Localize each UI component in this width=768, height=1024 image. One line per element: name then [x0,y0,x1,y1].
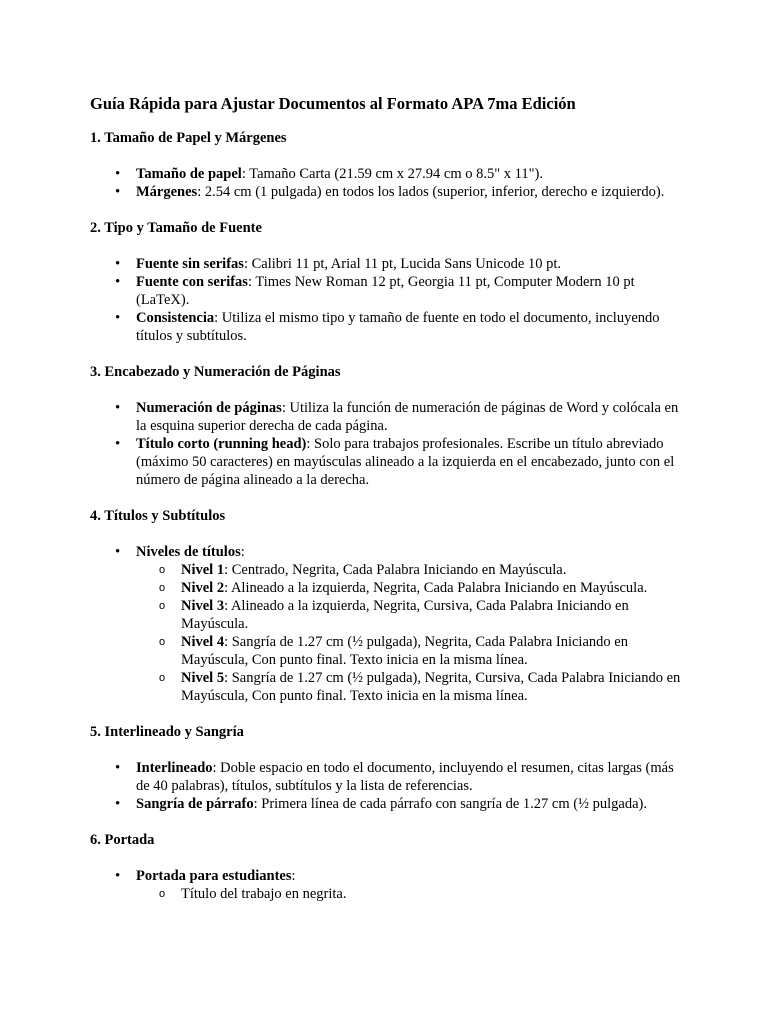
bullet-list [90,543,690,705]
item-text: : [291,868,296,884]
bullet-list [90,867,690,903]
item-text: Título del trabajo en negrita. [181,886,347,902]
item-text: : Times New Roman 12 pt, Georgia 11 pt, Computer Modern 10 pt (LaTeX). [136,274,635,308]
item-text: : Alineado a la izquierda, Negrita, Cursiva, Cada Palabra Iniciando en Mayúscula. [181,598,629,632]
item-text: : Centrado, Negrita, Cada Palabra Iniciando en Mayúscula. [224,562,567,578]
list-item [90,255,690,273]
list-item [90,543,690,705]
section-heading-font: 2. Tipo y Tamaño de Fuente [90,220,262,236]
list-item [90,759,690,795]
section-heading-cover: 6. Portada [90,832,155,848]
item-text: : Utiliza el mismo tipo y tamaño de fuente en todo el documento, incluyendo títulos y subtítulos. [136,310,660,344]
item-term: Fuente con serifas [136,274,248,290]
item-text: : 2.54 cm (1 pulgada) en todos los lados (superior, inferior, derecho e izquierdo). [197,184,665,200]
item-term: Consistencia [136,310,215,326]
item-text: : Solo para trabajos profesionales. Escribe un título abreviado (máximo 50 caracteres) en mayúsculas alineado a la izquierda en el encabezado, junto con el número de página alineado a la derecha. [136,436,675,488]
list-item [90,867,690,903]
item-text: : Primera línea de cada párrafo con sangría de 1.27 cm (½ pulgada). [253,796,647,812]
item-text: : Sangría de 1.27 cm (½ pulgada), Negrita, Cada Palabra Iniciando en Mayúscula, Con punto final. Texto inicia en la misma línea. [181,634,628,668]
item-term: Márgenes [136,184,198,200]
sub-list-item [136,633,690,669]
list-item [90,795,690,813]
item-term: Nivel 5 [181,670,225,686]
sub-list-item [136,579,690,597]
section-heading-titles: 4. Títulos y Subtítulos [90,508,226,524]
sub-list-item [136,561,690,579]
item-term: Tamaño de papel [136,166,242,182]
sub-list-item [136,885,690,903]
item-term: Niveles de títulos [136,544,241,560]
item-term: Título corto (running head) [136,436,307,452]
list-item [90,435,690,489]
sub-list [136,561,690,705]
item-text: : Doble espacio en todo el documento, incluyendo el resumen, citas largas (más de 40 palabras), títulos, subtítulos y la lista de referencias. [136,760,674,794]
item-term: Nivel 3 [181,598,225,614]
sub-list-item [136,597,690,633]
document-title: Guía Rápida para Ajustar Documentos al Formato APA 7ma Edición [90,94,576,113]
item-text: : [240,544,245,560]
section-heading-spacing-indent: 5. Interlineado y Sangría [90,724,244,740]
item-text: : Utiliza la función de numeración de páginas de Word y colócala en la esquina superior derecha de cada página. [136,400,679,434]
item-term: Nivel 2 [181,580,225,596]
item-term: Sangría de párrafo [136,796,254,812]
item-term: Interlineado [136,760,213,776]
item-text: : Alineado a la izquierda, Negrita, Cada Palabra Iniciando en Mayúscula. [224,580,648,596]
list-item [90,399,690,435]
bullet-list [90,399,690,489]
item-text: : Tamaño Carta (21.59 cm x 27.94 cm o 8.5" x 11"). [241,166,544,182]
item-term: Portada para estudiantes [136,868,292,884]
item-term: Nivel 4 [181,634,225,650]
list-item [90,273,690,309]
bullet-list [90,165,690,201]
item-term: Fuente sin serifas [136,256,244,272]
sub-list [136,885,690,903]
sub-list-item [136,669,690,705]
list-item [90,183,690,201]
item-term: Nivel 1 [181,562,225,578]
list-item [90,165,690,183]
section-heading-paper-margins: 1. Tamaño de Papel y Márgenes [90,130,287,146]
item-text: : Calibri 11 pt, Arial 11 pt, Lucida Sans Unicode 10 pt. [243,256,562,272]
list-item [90,309,690,345]
item-text: : Sangría de 1.27 cm (½ pulgada), Negrita, Cursiva, Cada Palabra Iniciando en Mayúscula, Con punto final. Texto inicia en la misma línea. [181,670,681,704]
document-page [90,93,690,903]
bullet-list [90,759,690,813]
item-term: Numeración de páginas [136,400,282,416]
bullet-list [90,255,690,345]
section-heading-header-numbering: 3. Encabezado y Numeración de Páginas [90,364,341,380]
